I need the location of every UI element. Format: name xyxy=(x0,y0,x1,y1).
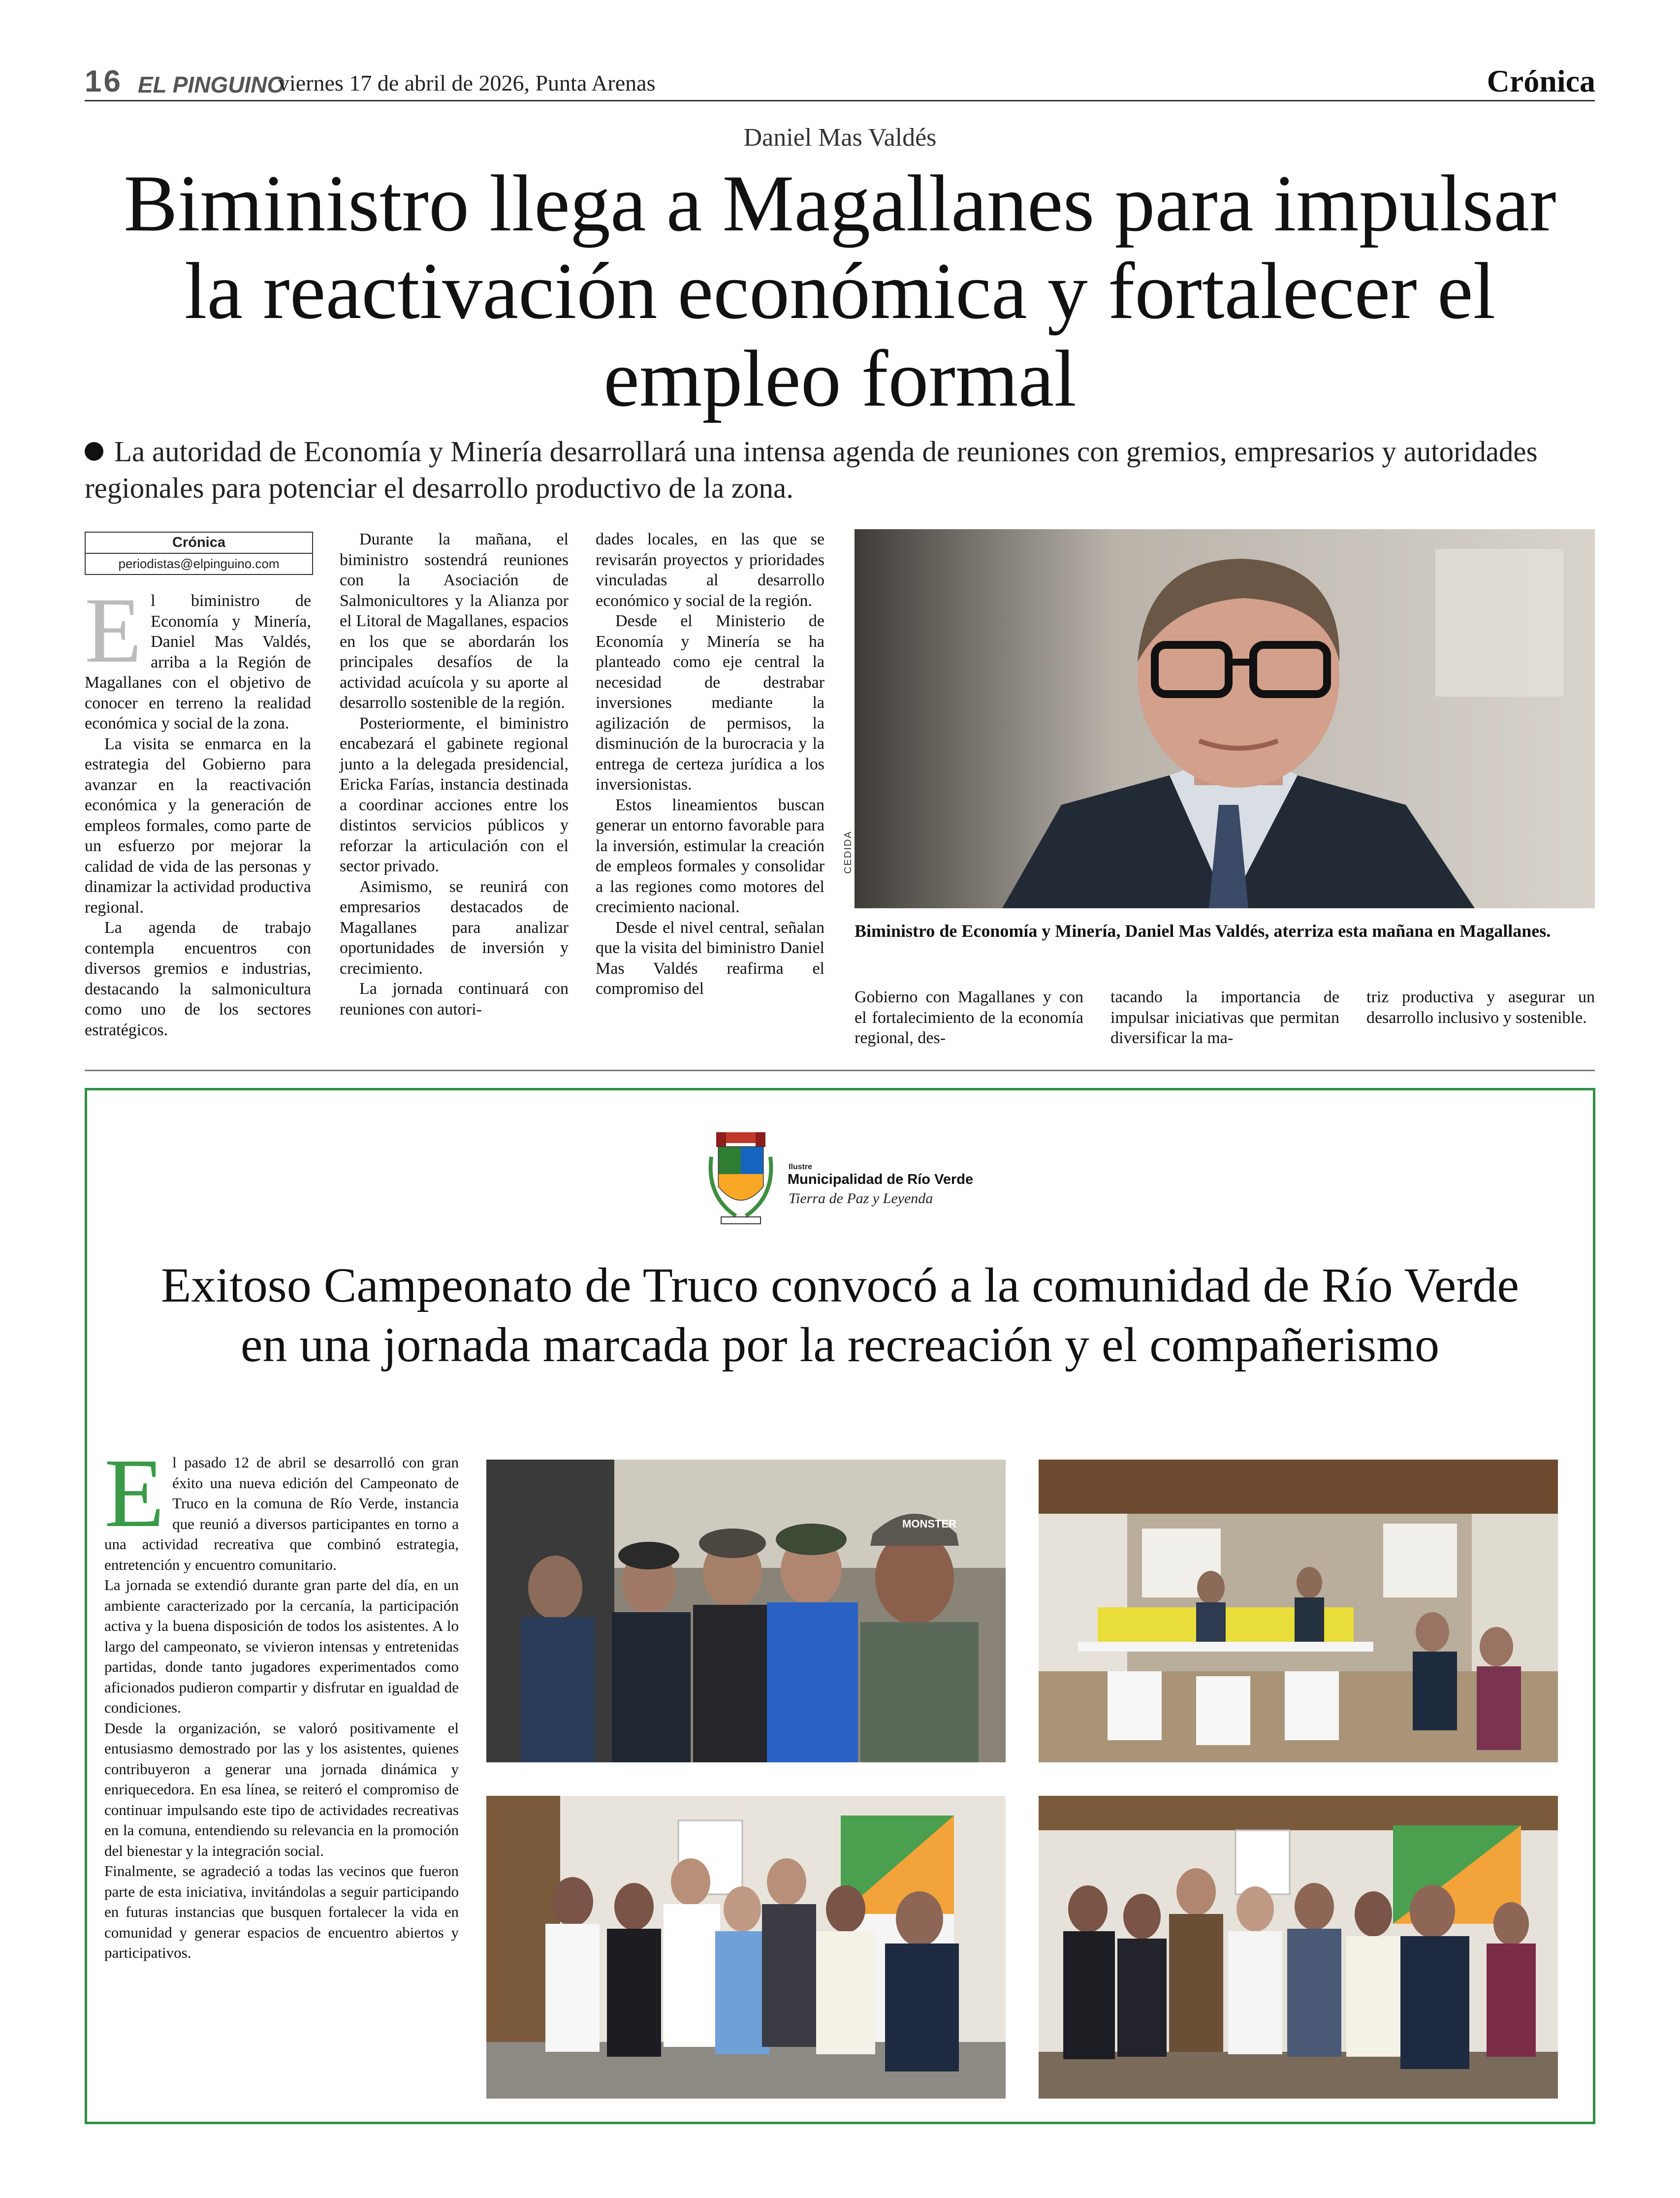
paragraph: Finalmente, se agradeció a todas las vecinos que fueron parte de esta iniciativa, invitándolas a seguir participando en futuras instancias que busquen fortalecer la vida en comunidad y generar espacios de encuentro abiertos y participativos. xyxy=(104,1862,459,1961)
paragraph: dades locales, en las que se revisarán proyectos y prioridades vinculadas al desarrollo económico y social de la región. xyxy=(596,530,824,610)
article-headline: Biministro llega a Magallanes para impulsar la reactivación económica y fortalecer el empleo formal xyxy=(124,159,1556,423)
photo-caption: Biministro de Economía y Minería, Daniel Mas Valdés, aterriza esta mañana en Magallanes. xyxy=(855,921,1551,941)
page-number: 16 xyxy=(85,64,123,98)
article-subhead xyxy=(85,433,1595,506)
article-column-2 xyxy=(340,529,569,1019)
drop-cap: E xyxy=(85,579,142,682)
municipal-crest-icon xyxy=(706,1127,775,1231)
paragraph: La jornada se extendió durante gran parte del día, en un ambiente caracterizado por la cercanía, la participación activa y la buena disposición de todos los asistentes. A lo largo del campeonato, se vivieron intensas y entretenidas partidas, donde tanto jugadores experimentados como aficionados pudieron compartir y disfrutar en igualdad de condiciones. xyxy=(104,1576,459,1716)
event-photo-winners xyxy=(486,1796,1006,2099)
article-column-3 xyxy=(596,529,824,999)
event-photo-hall xyxy=(1039,1460,1558,1762)
bullet-icon xyxy=(85,442,103,461)
article-column-4 xyxy=(855,987,1083,1049)
subhead-text: La autoridad de Economía y Minería desarrollará una intensa agenda de reuniones con gremios, empresarios y autoridades regionales para potenciar el desarrollo productivo de la zona. xyxy=(85,435,1538,504)
event-photo-group xyxy=(1039,1796,1558,2099)
logo-prefix: Ilustre xyxy=(789,1163,813,1171)
paragraph: La jornada continuará con reuniones con autori- xyxy=(340,980,569,1019)
paragraph: Asimismo, se reunirá con empresarios destacados de Magallanes para analizar oportunidades de inversión y crecimiento. xyxy=(340,877,569,978)
cap-label: MONSTER xyxy=(902,1518,956,1530)
newspaper-name: EL PINGUINO xyxy=(138,72,285,97)
credit-box-email[interactable]: periodistas@elpinguino.com xyxy=(118,556,280,571)
paragraph: triz productiva y asegurar un desarrollo inclusivo y sostenible. xyxy=(1366,988,1595,1027)
ad-title: Exitoso Campeonato de Truco convocó a la comunidad de Río Verde en una jornada marcada por la recreación y el compañerismo xyxy=(161,1258,1519,1372)
credit-box xyxy=(85,532,313,575)
logo-tagline: Tierra de Paz y Leyenda xyxy=(789,1190,933,1207)
header-rule xyxy=(85,100,1595,101)
credit-box-title: Crónica xyxy=(86,533,312,554)
paragraph: l pasado 12 de abril se desarrolló con gran éxito una nueva edición del Campeonato de Truco en la comuna de Río Verde, instancia que reunió a diversos participantes en torno a una actividad recreativa que combinó estrategia, entretención y encuentro comunitario. xyxy=(104,1454,459,1573)
paragraph: Desde el Ministerio de Economía y Minería se ha planteado como eje central la necesidad de destrabar inversiones mediante la agilización de permisos, la disminución de la burocracia y la entrega de certeza jurídica a los inversionistas. xyxy=(596,612,824,794)
paragraph: Gobierno con Magallanes y con el fortalecimiento de la economía regional, des- xyxy=(855,988,1083,1047)
minister-photo xyxy=(855,529,1595,908)
section-divider xyxy=(85,1070,1595,1071)
photo-credit: CEDIDA xyxy=(843,830,854,874)
article-column-1 xyxy=(85,579,311,1040)
paragraph: Durante la mañana, el biministro sostendrá reuniones con la Asociación de Salmonicultores y la Alianza por el Litoral de Magallanes, espacios en los que se abordarán los principales desafíos de la actividad acuícola y su aporte al desarrollo sostenible de la región. xyxy=(340,530,569,712)
paragraph: tacando la importancia de impulsar iniciativas que permitan diversificar la ma- xyxy=(1110,988,1339,1047)
paragraph: Posteriormente, el biministro encabezará el gabinete regional junto a la delegada presidencial, Ericka Farías, instancia destinada a coordinar acciones entre los distintos servicios públicos y reforzar la articulación con el sector privado. xyxy=(340,714,569,875)
paragraph: La visita se enmarca en la estrategia del Gobierno para avanzar en la reactivación económica y la generación de empleos formales, como parte de un esfuerzo por mejorar la calidad de vida de las personas y dinamizar la actividad productiva regional. xyxy=(85,734,311,917)
event-photo-players xyxy=(486,1460,1006,1762)
ad-body xyxy=(104,1439,459,1963)
paragraph: Desde la organización, se valoró positivamente el entusiasmo demostrado por las y los asistentes, quienes contribuyeron a generar una jornada dinámica y enriquecedora. En esa línea, se reiteró el compromiso de continuar impulsando este tipo de actividades recreativas en la comuna, entendiendo su relevancia en la promoción del bienestar y la integración social. xyxy=(104,1719,459,1859)
paragraph: La agenda de trabajo contempla encuentros con diversos gremios e industrias, destacando la salmonicultura como uno de los sectores estratégicos. xyxy=(85,919,311,1039)
article-byline: Daniel Mas Valdés xyxy=(743,124,937,152)
logo-name: Municipalidad de Río Verde xyxy=(788,1172,974,1187)
article-column-6 xyxy=(1366,987,1595,1028)
paragraph: Estos lineamientos buscan generar un entorno favorable para la inversión, estimular la creación de empleos formales y consolidar a las regiones como motores del crecimiento nacional. xyxy=(596,796,824,916)
section-title: Crónica xyxy=(1487,64,1595,98)
paragraph: Desde el nivel central, señalan que la visita del biministro Daniel Mas Valdés reafirma el compromiso del xyxy=(596,918,824,998)
drop-cap: E xyxy=(104,1439,165,1548)
article-column-5 xyxy=(1110,987,1339,1049)
date-line: viernes 17 de abril de 2026, Punta Arenas xyxy=(278,70,656,96)
paragraph: l biministro de Economía y Minería, Daniel Mas Valdés, arriba a la Región de Magallanes con el objetivo de conocer en terreno la realidad económica y social de la zona. xyxy=(85,592,311,733)
